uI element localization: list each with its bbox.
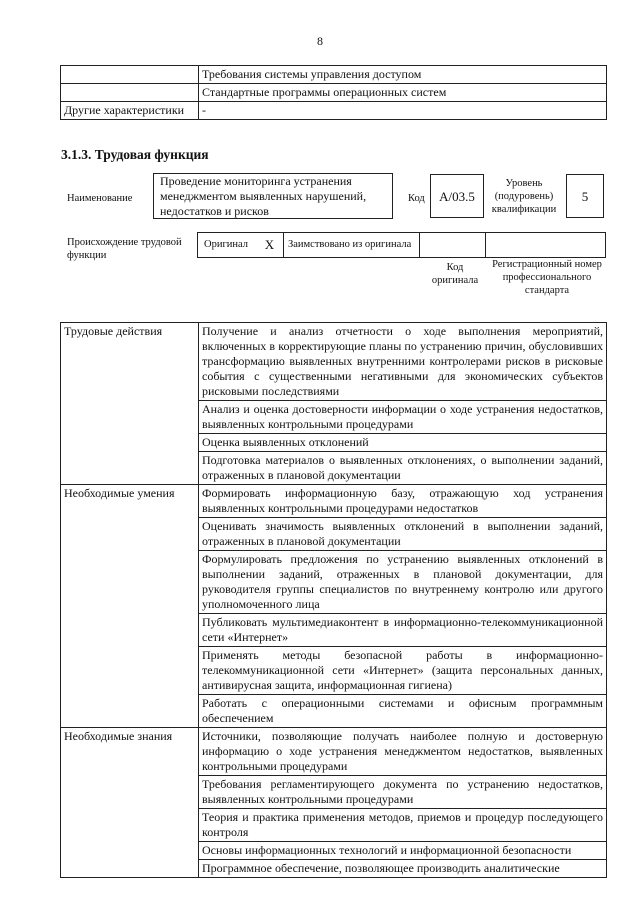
- item-cell: Программное обеспечение, позволяющее производить аналитические: [199, 860, 607, 878]
- reg-number-caption: Регистрационный номер профессионального стандарта: [492, 259, 602, 296]
- table-cell: [61, 84, 199, 102]
- item-cell: Теория и практика применения методов, приемов и процедур последующего контроля: [199, 809, 607, 842]
- table-row: [61, 728, 607, 776]
- section-title: 3.1.3. Трудовая функция: [61, 147, 209, 162]
- table-cell: Стандартные программы операционных систем: [199, 84, 607, 102]
- item-cell: Получение и анализ отчетности о ходе выполнения мероприятий, включенных в корректирующие планы по устранению причин, обусловивших трансформацию выявленных внутренними контролерами рисков в рисковые события с существенными негативными для экономических субъектов рисковыми последствиями: [199, 323, 607, 401]
- table-row: [61, 84, 607, 102]
- table-row: [61, 66, 607, 84]
- origin-label: Происхождение трудовой функции: [67, 237, 182, 261]
- code-original-caption: Код оригинала: [431, 262, 479, 286]
- table-cell: -: [199, 102, 607, 120]
- top-continuation-table: [60, 65, 607, 120]
- name-label: Наименование: [67, 193, 133, 204]
- original-label: Оригинал: [204, 239, 248, 250]
- table-cell: Требования системы управления доступом: [199, 66, 607, 84]
- code-label: Код: [408, 193, 425, 204]
- item-cell: Подготовка материалов о выявленных отклонениях, о выполнении заданий, отраженных в плановой документации: [199, 452, 607, 485]
- table-cell: Другие характеристики: [61, 102, 199, 120]
- function-name-box: Проведение мониторинга устранения менеджментом выявленных нарушений, недостатков и рисков: [153, 173, 393, 219]
- item-cell: Формировать информационную базу, отражающую ход устранения выявленных контрольными процедурами недостатков: [199, 485, 607, 518]
- item-cell: Публиковать мультимедиаконтент в информационно-телекоммуникационной сети «Интернет»: [199, 614, 607, 647]
- function-details-table: [60, 322, 607, 878]
- item-cell: Требования регламентирующего документа по устранению недостатков, выявленных контрольными процедурами: [199, 776, 607, 809]
- item-cell: Работать с операционными системами и офисным программным обеспечением: [199, 695, 607, 728]
- code-original-cell: [420, 233, 486, 257]
- original-mark: X: [256, 233, 284, 257]
- code-value-box: А/03.5: [430, 174, 484, 218]
- origin-box: [197, 232, 606, 258]
- item-cell: Основы информационных технологий и информационной безопасности: [199, 842, 607, 860]
- level-value-box: 5: [566, 174, 604, 218]
- table-cell: [61, 66, 199, 84]
- table-row: [61, 485, 607, 518]
- category-cell: Трудовые действия: [61, 323, 199, 485]
- item-cell: Применять методы безопасной работы в информационно-телекоммуникационной сети «Интернет» (защита персональных данных, антивирусная защита, информационная гигиена): [199, 647, 607, 695]
- borrowed-label: Заимствовано из оригинала: [284, 233, 420, 257]
- table-row: [61, 323, 607, 401]
- item-cell: Формулировать предложения по устранению выявленных отклонений в выполнении заданий, отраженных в плановой документации, для руководителя группы специалистов по внутреннему контролю или другого уполномоченного лица: [199, 551, 607, 614]
- item-cell: Оценивать значимость выявленных отклонений в выполнении заданий, отраженных в плановой документации: [199, 518, 607, 551]
- level-label: Уровень (подуровень) квалификации: [491, 178, 557, 215]
- table-row: [61, 102, 607, 120]
- category-cell: Необходимые умения: [61, 485, 199, 728]
- item-cell: Оценка выявленных отклонений: [199, 434, 607, 452]
- item-cell: Источники, позволяющие получать наиболее полную и достоверную информацию о ходе устранения менеджментом недостатков, выявленных контрольными процедурами: [199, 728, 607, 776]
- category-cell: Необходимые знания: [61, 728, 199, 878]
- item-cell: Анализ и оценка достоверности информации о ходе устранения недостатков, выявленных контрольными процедурами: [199, 401, 607, 434]
- page-number: 8: [317, 34, 323, 48]
